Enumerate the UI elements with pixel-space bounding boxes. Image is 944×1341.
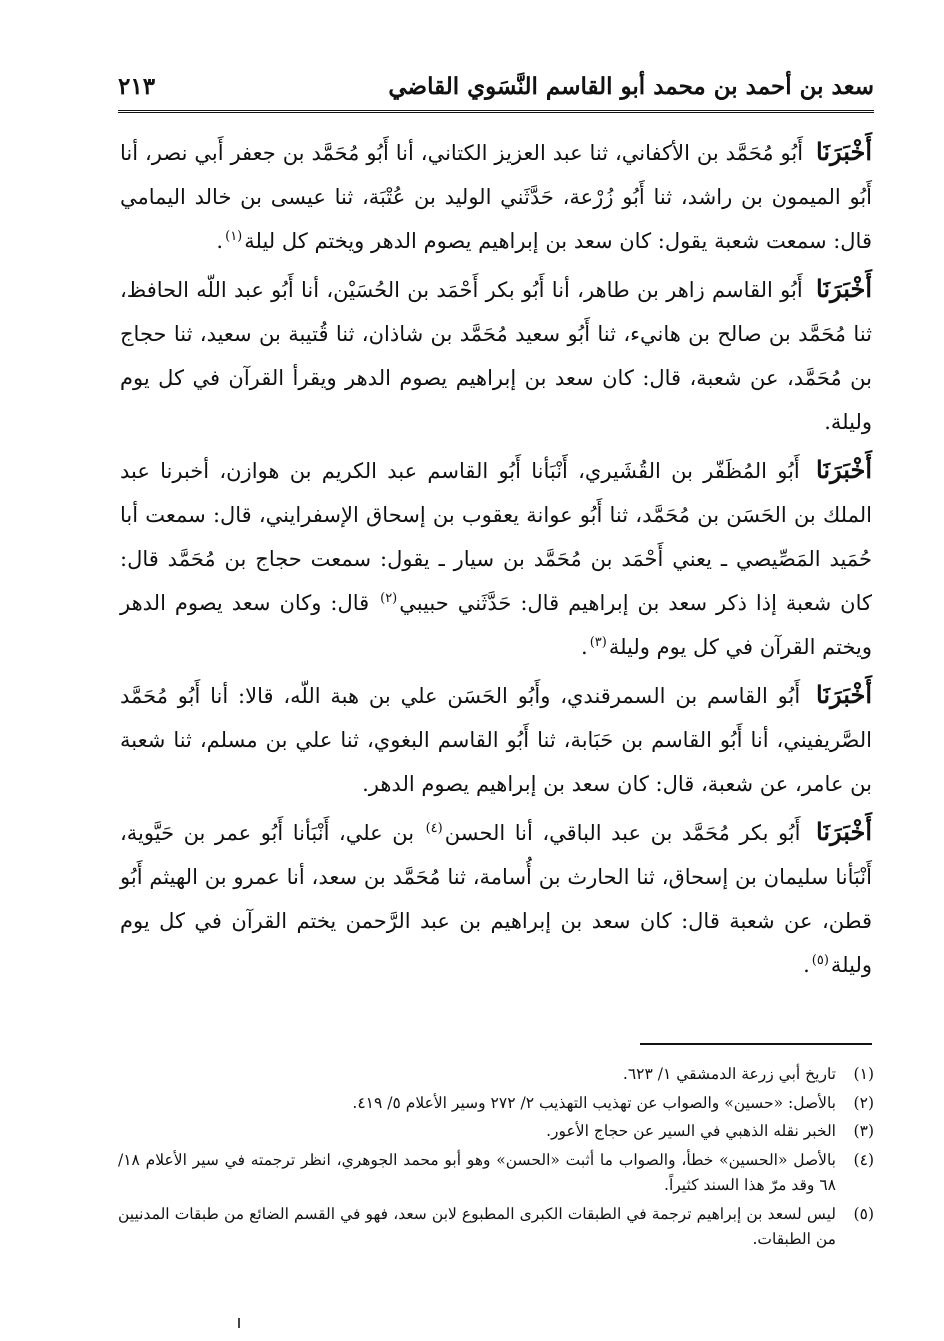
paragraph-opener: أَخْبَرَنَا — [816, 817, 872, 846]
paragraph-text: أَبُو بكر مُحَمَّد بن عبد الباقي، أنا الحسن — [444, 821, 801, 845]
footnote-number: (٣) — [853, 1122, 874, 1140]
footnote-number: (٤) — [853, 1150, 874, 1169]
paragraph-text: أَبُو مُحَمَّد بن الأكفاني، ثنا عبد العزيز الكتاني، أنا أَبُو مُحَمَّد بن جعفر أَبي نصر، أنا أَبُو الميمون بن راشد، ثنا أَبُو زُرْعة، حَدَّثَني الوليد بن عُتْبَة، ثنا عيسى بن خالد اليمامي قال: سمعت شعبة يقول: كان سعد بن إبراهيم يصوم الدهر ويختم كل ليلة — [120, 141, 872, 253]
paragraph-text: أَبُو القاسم بن السمرقندي، وأَبُو الحَسَن علي بن هبة اللّه، قالا: أنا أَبُو مُحَمَّد الصَّريفيني، أنا أَبُو القاسم بن حَبَابة، ثنا أَبُو القاسم البغوي، ثنا علي بن مسلم، ثنا شعبة بن عامر، عن شعبة، قال: كان سعد بن إبراهيم يصوم الدهر. — [120, 684, 872, 796]
paragraph-text: بن علي، أَنْبَأنا أَبُو عمر بن حَيَّوية، أَنْبَأنا سليمان بن إسحاق، ثنا الحارث بن أُسامة، ثنا مُحَمَّد بن سعد، أنا عمرو بن الهيثم أَبُو قطن، عن شعبة قال: كان سعد بن إبراهيم بن عبد الرَّحمن يختم القرآن في كل يوم وليلة — [120, 821, 872, 977]
paragraph-opener: أَخْبَرَنَا — [816, 680, 872, 709]
footnote-item — [118, 1119, 874, 1145]
paragraph-text: أَبُو المُظَفّر بن القُشَيري، أَنْبَأنا أَبُو القاسم عبد الكريم بن هوازن، أخبرنا عبد الملك بن الحَسَن بن مُحَمَّد، ثنا أَبُو عوانة يعقوب بن إسحاق الإسفرايني، قال: سمعت أبا حُمَيد المَصِّيصي ـ يعني أَحْمَد بن مُحَمَّد بن سيار ـ يقول: سمعت حجاج بن مُحَمَّد قال: كان شعبة إذا ذكر سعد بن إبراهيم قال: حَدَّثَني حبيبي — [120, 459, 872, 615]
paragraph-opener: أَخْبَرَنَا — [816, 455, 872, 484]
footnote-number: (١) — [853, 1065, 874, 1083]
paragraph-1 — [120, 130, 872, 263]
paragraph-text: أَبُو القاسم زاهر بن طاهر، أنا أَبُو بكر أَحْمَد بن الحُسَيْن، أنا أَبُو عبد اللّه الحافظ، ثنا مُحَمَّد بن صالح بن هانيء، ثنا أَبُو سعيد مُحَمَّد بن شاذان، ثنا قُتيبة بن سعيد، ثنا حجاج بن مُحَمَّد، عن شعبة، قال: كان سعد بن إبراهيم يصوم الدهر ويقرأ القرآن في كل يوم وليلة. — [120, 278, 872, 434]
paragraph-5 — [120, 810, 872, 987]
footnote-item — [118, 1202, 874, 1253]
footnote-item — [118, 1091, 874, 1117]
paragraph-text: . — [216, 229, 224, 253]
footnote-ref[interactable]: (٥) — [811, 953, 829, 968]
footnote-item — [118, 1062, 874, 1088]
paragraph-2 — [120, 267, 872, 444]
running-header — [118, 62, 874, 110]
footnote-text: بالأصل: «حسين» والصواب عن تهذيب التهذيب ٢/ ٢٧٢ وسير الأعلام ٥/ ٤١٩. — [352, 1093, 836, 1112]
footnote-ref[interactable]: (١) — [225, 229, 243, 244]
paragraph-3 — [120, 448, 872, 669]
footnote-text: الخبر نقله الذهبي في السير عن حجاج الأعور. — [546, 1122, 836, 1140]
scan-artifact — [238, 1318, 240, 1328]
paragraph-text: . — [581, 635, 588, 659]
paragraph-text: قال: وكان سعد يصوم الدهر ويختم القرآن في كل يوم وليلة — [120, 591, 872, 659]
footnote-text: بالأصل «الحسين» خطأ، والصواب ما أثبت «الحسن» وهو أبو محمد الجوهري، انظر ترجمته في سير الأعلام ١٨/ ٦٨ وقد مرّ هذا السند كثيراً. — [118, 1150, 836, 1194]
footnote-ref[interactable]: (٢) — [380, 591, 398, 606]
footnote-item — [118, 1148, 874, 1199]
footnote-ref[interactable]: (٤) — [425, 821, 443, 836]
running-title: سعد بن أحمد بن محمد أبو القاسم النَّسَوي القاضي — [388, 72, 874, 100]
page-number: ٢١٣ — [118, 72, 156, 100]
paragraph-opener: أَخْبَرَنَا — [816, 137, 872, 166]
footnote-number: (٥) — [853, 1204, 874, 1223]
footnote-number: (٢) — [853, 1093, 874, 1112]
header-rule — [118, 110, 874, 113]
main-text — [120, 130, 872, 991]
footnote-separator — [640, 1043, 872, 1045]
paragraph-4 — [120, 673, 872, 806]
paragraph-text: . — [803, 953, 810, 977]
footnote-ref[interactable]: (٣) — [589, 635, 607, 650]
footnote-text: تاريخ أبي زرعة الدمشقي ١/ ٦٢٣. — [622, 1065, 836, 1083]
footnotes — [118, 1062, 874, 1256]
footnote-text: ليس لسعد بن إبراهيم ترجمة في الطبقات الكبرى المطبوع لابن سعد، فهو في القسم الضائع من طبقات المدنيين من الطبقات. — [118, 1204, 836, 1248]
paragraph-opener: أَخْبَرَنَا — [816, 274, 872, 303]
